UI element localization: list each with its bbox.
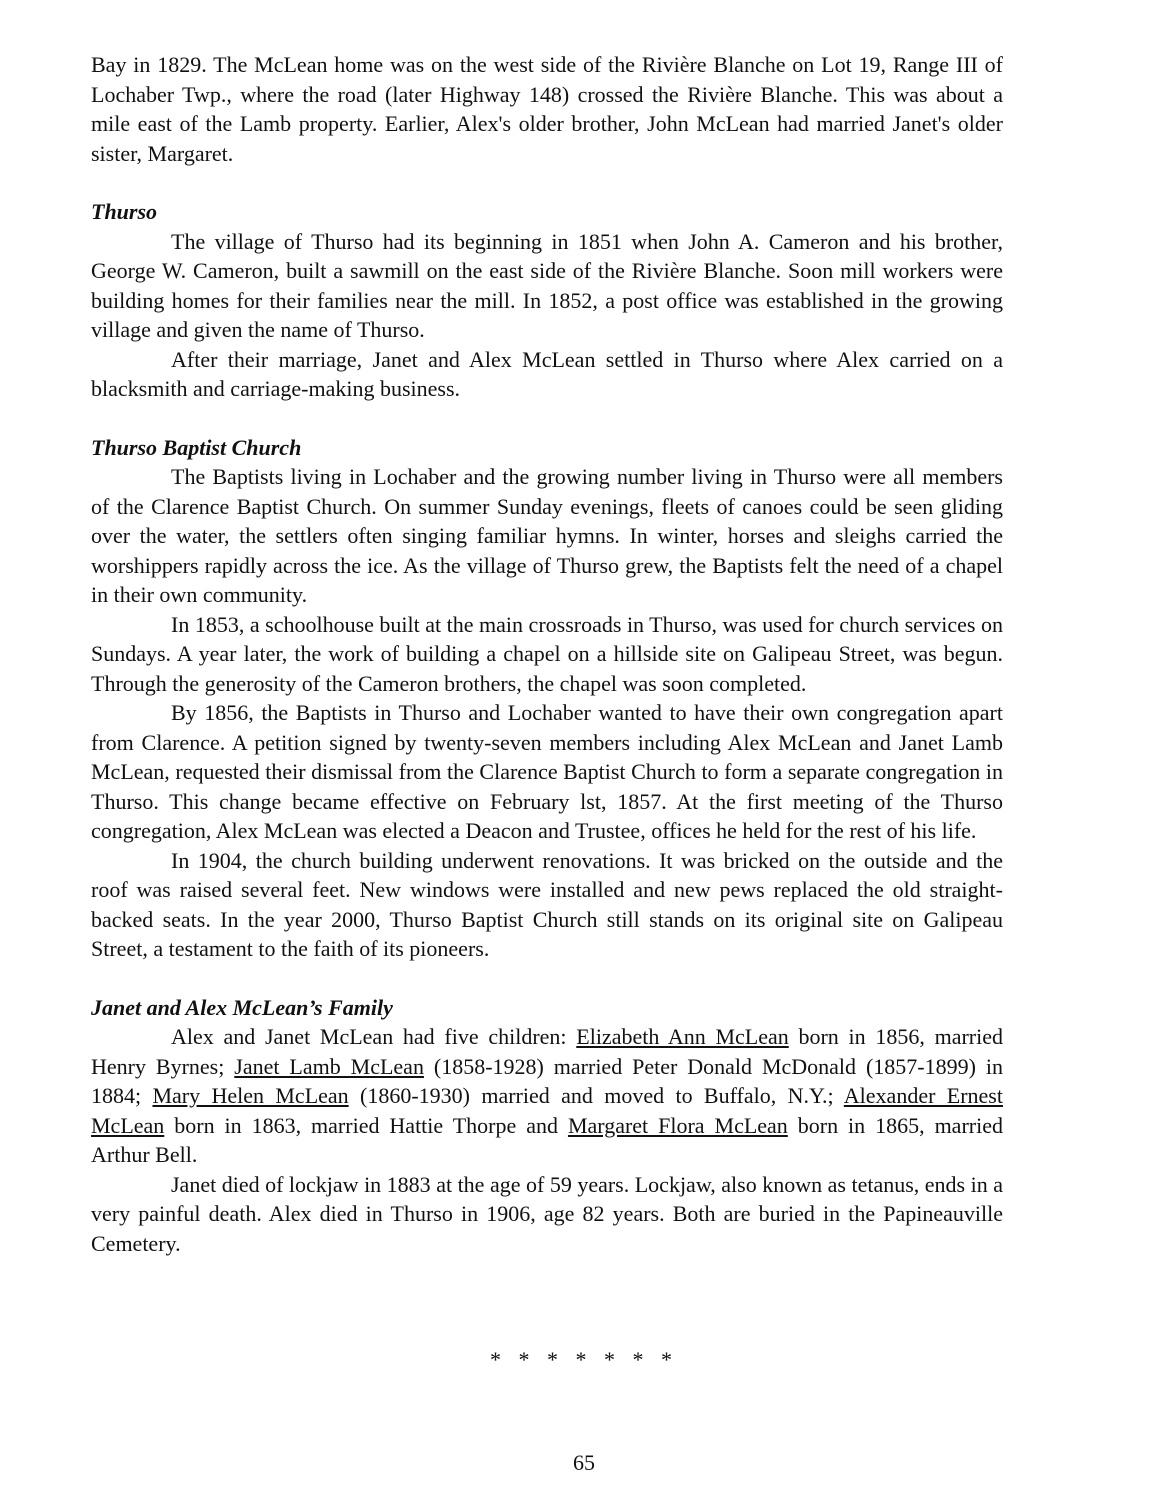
church-paragraph-3: By 1856, the Baptists in Thurso and Lochaber wanted to have their own congregation apart from Clarence. A petition signed by twenty-seven members including Alex McLean and Janet Lamb McLean, requested their dismissal from the Clarence Baptist Church to form a separate congregation in Thurso. This change became effective on February lst, 1857. At the first meeting of the Thurso congregation, Alex McLean was elected a Deacon and Trustee, offices he held for the rest of his life. (91, 700, 1003, 843)
church-paragraph-2: In 1853, a schoolhouse built at the main crossroads in Thurso, was used for church services on Sundays. A year later, the work of building a chapel on a hillside site on Galipeau Street, was begun. Through the generosity of the Cameron brothers, the chapel was soon completed. (91, 611, 1003, 696)
family-text: born in 1865, married Arthur Bell. (91, 1112, 1003, 1167)
child-name: Margaret Flora McLean (567, 1112, 788, 1138)
thurso-paragraph-2: After their marriage, Janet and Alex McLean settled in Thurso where Alex carried on a blacksmith and carriage-making business. (91, 346, 1003, 401)
family-text: born in 1856, married Henry Byrnes; (91, 1024, 1003, 1079)
page-number: 65 (573, 1450, 595, 1475)
family-heading: Janet and Alex McLean’s Family (91, 994, 393, 1020)
thurso-heading: Thurso (91, 199, 158, 224)
family-text: (1860-1930) married and moved to Buffalo, N.Y.; (348, 1083, 844, 1108)
section-gap (91, 404, 1003, 433)
intro-paragraph: Bay in 1829. The McLean home was on the west side of the Rivière Blanche on Lot 19, Range III of Lochaber Twp., where the road (later Highway 148) crossed the Rivière Blanche. This was about a mile east of the Lamb property. Earlier, Alex's older brother, John McLean had married Janet's older sister, Margaret. (91, 52, 1003, 166)
child-name: Mary Helen McLean (152, 1083, 349, 1108)
family-text: born in 1863, married Hattie Thorpe and (164, 1112, 568, 1138)
church-paragraph-4: In 1904, the church building underwent renovations. It was bricked on the outside and the roof was raised several feet. New windows were installed and new pews replaced the old straight-backed seats. In the year 2000, Thurso Baptist Church still stands on its original site on Galipeau Street, a testament to the faith of its pioneers. (91, 847, 1003, 961)
church-paragraph-1: The Baptists living in Lochaber and the growing number living in Thurso were all members of the Clarence Baptist Church. On summer Sunday evenings, fleets of canoes could be seen gliding over the water, the settlers often singing familiar hymns. In winter, horses and sleighs carried the worshippers rapidly across the ice. As the village of Thurso grew, the Baptists felt the need of a chapel in their own community. (91, 464, 1003, 607)
family-text: (1858-1928) married Peter Donald McDonald (1857-1899) in 1884; (91, 1053, 1003, 1108)
family-paragraph-1 (91, 1022, 1003, 1170)
section-gap (91, 168, 1003, 197)
child-name: Elizabeth Ann McLean (576, 1024, 789, 1049)
family-paragraph-2: Janet died of lockjaw in 1883 at the age of 59 years. Lockjaw, also known as tetanus, ends in a very painful death. Alex died in Thurso in 1906, age 82 years. Both are buried in the Papineauville Cemetery. (91, 1171, 1003, 1256)
child-name: Alexander Ernest McLean (91, 1083, 1003, 1138)
child-name: Janet Lamb McLean (234, 1053, 424, 1079)
church-heading: Thurso Baptist Church (91, 434, 302, 460)
section-separator: * * * * * * * (490, 1347, 678, 1372)
thurso-paragraph-1: The village of Thurso had its beginning in 1851 when John A. Cameron and his brother, George W. Cameron, built a sawmill on the east side of the Rivière Blanche. Soon mill workers were building homes for their families near the mill. In 1852, a post office was established in the growing village and given the name of Thurso. (91, 228, 1003, 342)
section-gap (91, 964, 1003, 993)
family-text: Alex and Janet McLean had five children: (171, 1024, 577, 1049)
